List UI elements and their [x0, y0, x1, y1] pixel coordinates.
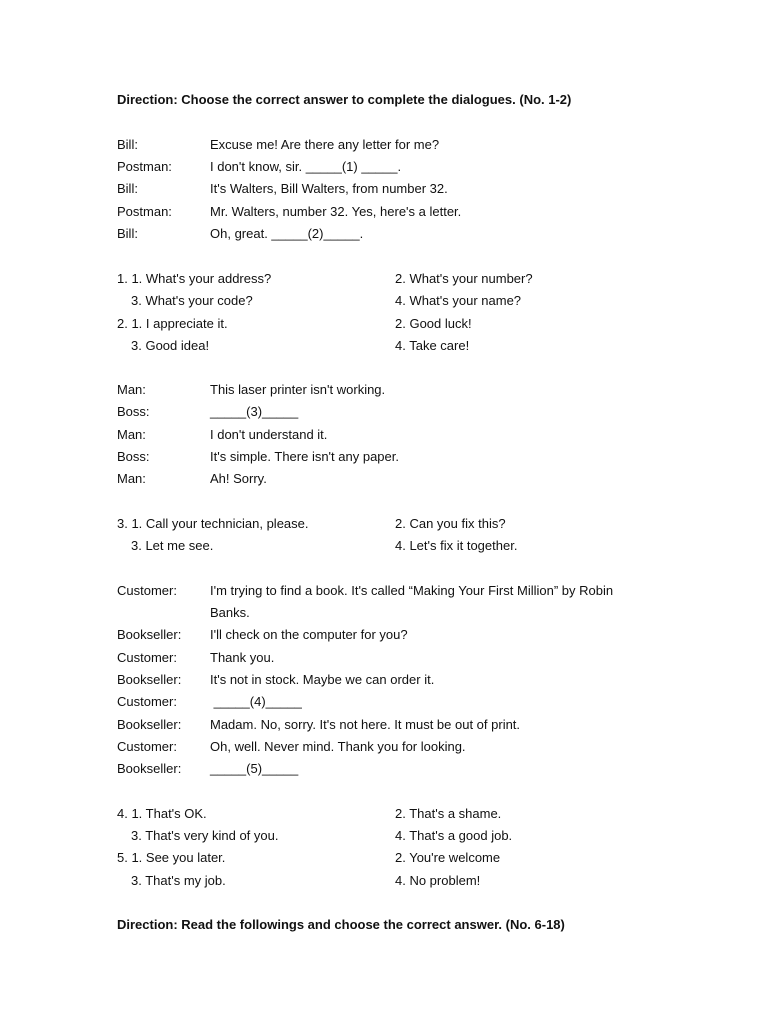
- dialogue-line-continuation: Banks.: [210, 605, 250, 620]
- answer-option: 3. What's your code?: [131, 293, 253, 308]
- speaker-label: Bookseller:: [117, 627, 182, 642]
- speaker-label: Boss:: [117, 404, 150, 419]
- dialogue-line: Oh, well. Never mind. Thank you for looking.: [210, 739, 466, 754]
- dialogue-line: It's Walters, Bill Walters, from number 32.: [210, 181, 448, 196]
- speaker-label: Postman:: [117, 159, 172, 174]
- answer-option: 4. 1. That's OK.: [117, 806, 207, 821]
- dialogue-line: Excuse me! Are there any letter for me?: [210, 137, 440, 152]
- dialogue-line: _____(4)_____: [210, 694, 302, 709]
- answer-option: 3. Let me see.: [131, 538, 214, 553]
- dialogue-line: Madam. No, sorry. It's not here. It must be out of print.: [210, 717, 521, 732]
- answer-option: 5. 1. See you later.: [117, 850, 226, 865]
- answer-option: 2. Good luck!: [395, 316, 472, 331]
- speaker-label: Bill:: [117, 137, 138, 152]
- direction-heading-2: Direction: Read the followings and choose the correct answer. (No. 6-18): [117, 917, 565, 932]
- answer-option: 2. What's your number?: [395, 271, 533, 286]
- dialogue-line: I don't know, sir. _____(1) _____.: [210, 159, 402, 174]
- speaker-label: Customer:: [117, 650, 177, 665]
- speaker-label: Man:: [117, 382, 146, 397]
- speaker-label: Boss:: [117, 449, 150, 464]
- speaker-label: Bookseller:: [117, 717, 182, 732]
- dialogue-line: _____(5)_____: [210, 761, 299, 776]
- answer-option: 3. Good idea!: [131, 338, 210, 353]
- dialogue-line: I don't understand it.: [210, 427, 328, 442]
- speaker-label: Bookseller:: [117, 672, 182, 687]
- dialogue-line: Thank you.: [210, 650, 275, 665]
- dialogue-line: Oh, great. _____(2)_____.: [210, 226, 364, 241]
- direction-heading-1: Direction: Choose the correct answer to complete the dialogues. (No. 1-2): [117, 92, 572, 107]
- answer-option: 3. That's very kind of you.: [131, 828, 279, 843]
- answer-option: 2. You're welcome: [395, 850, 501, 865]
- speaker-label: Postman:: [117, 204, 172, 219]
- answer-option: 4. Take care!: [395, 338, 470, 353]
- dialogue-line: I'll check on the computer for you?: [210, 627, 408, 642]
- answer-option: 4. What's your name?: [395, 293, 522, 308]
- speaker-label: Customer:: [117, 694, 177, 709]
- dialogue-line: Ah! Sorry.: [210, 471, 267, 486]
- speaker-label: Bookseller:: [117, 761, 182, 776]
- dialogue-line: Mr. Walters, number 32. Yes, here's a letter.: [210, 204, 462, 219]
- answer-option: 2. Can you fix this?: [395, 516, 506, 531]
- dialogue-line: This laser printer isn't working.: [210, 382, 386, 397]
- answer-option: 1. 1. What's your address?: [117, 271, 272, 286]
- dialogue-line: It's simple. There isn't any paper.: [210, 449, 399, 464]
- answer-option: 4. That's a good job.: [395, 828, 513, 843]
- answer-option: 4. No problem!: [395, 873, 481, 888]
- speaker-label: Man:: [117, 471, 146, 486]
- answer-option: 3. 1. Call your technician, please.: [117, 516, 309, 531]
- answer-option: 3. That's my job.: [131, 873, 226, 888]
- speaker-label: Customer:: [117, 739, 177, 754]
- answer-option: 2. 1. I appreciate it.: [117, 316, 228, 331]
- speaker-label: Bill:: [117, 181, 138, 196]
- speaker-label: Customer:: [117, 583, 177, 598]
- speaker-label: Bill:: [117, 226, 138, 241]
- answer-option: 2. That's a shame.: [395, 806, 502, 821]
- answer-option: 4. Let's fix it together.: [395, 538, 518, 553]
- dialogue-line: I'm trying to find a book. It's called “Making Your First Million” by Robin: [210, 583, 614, 598]
- dialogue-line: _____(3)_____: [210, 404, 299, 419]
- dialogue-line: It's not in stock. Maybe we can order it.: [210, 672, 435, 687]
- speaker-label: Man:: [117, 427, 146, 442]
